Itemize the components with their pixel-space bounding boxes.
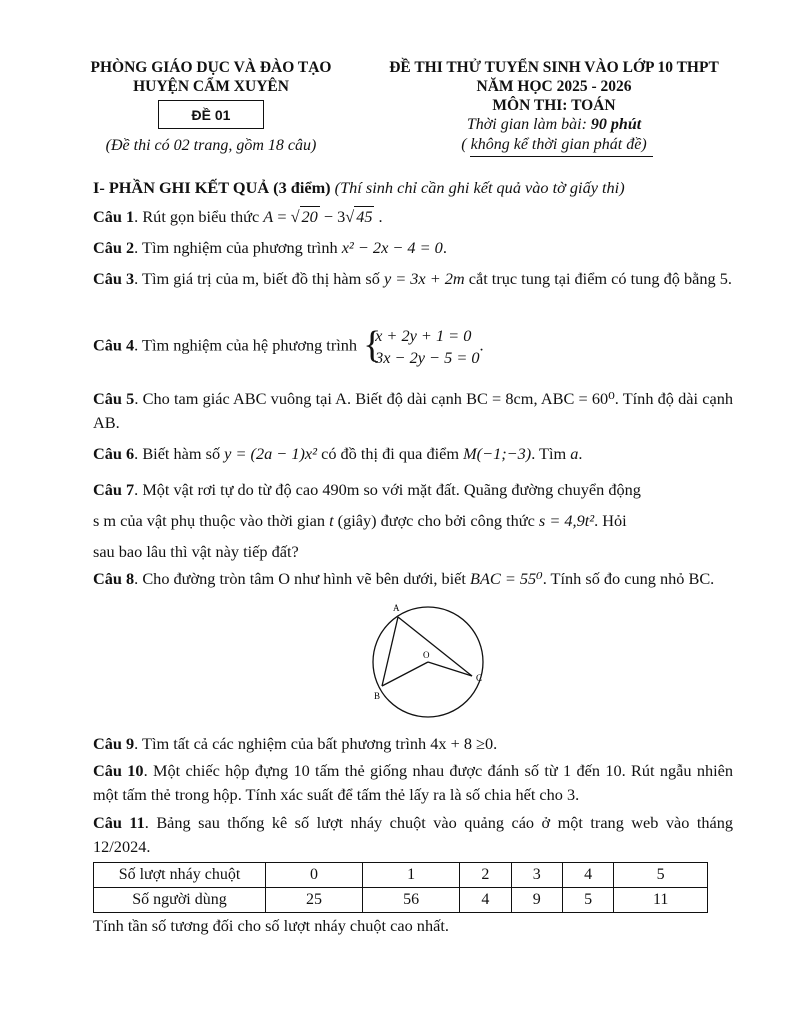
q1-end: . xyxy=(374,207,383,226)
section-heading: I- PHẦN GHI KẾT QUẢ (3 điểm) xyxy=(93,178,331,197)
q11-label: Câu 11 xyxy=(93,813,145,832)
radius-oc xyxy=(428,662,472,676)
q6-end: . xyxy=(578,444,583,463)
q2-end: . xyxy=(442,238,447,257)
q6-point: M(−1;−3) xyxy=(463,444,532,463)
table-cell: 2 xyxy=(460,863,511,888)
table-row xyxy=(94,888,708,913)
q1-eq: = xyxy=(273,207,291,226)
q4-eq1: x + 2y + 1 = 0 xyxy=(375,326,472,345)
q2-expr: x² − 2x − 4 = 0 xyxy=(341,238,443,257)
table-row xyxy=(94,863,708,888)
school-year: NĂM HỌC 2025 - 2026 xyxy=(476,78,632,95)
radius-ob xyxy=(382,662,428,686)
table-cell: 11 xyxy=(614,888,708,913)
subject xyxy=(368,96,740,115)
row-header-clicks: Số lượt nháy chuột xyxy=(94,863,266,888)
table-cell: 5 xyxy=(562,888,613,913)
row-header-users: Số người dùng xyxy=(94,888,266,913)
section-note: (Thí sinh chỉ cần ghi kết quả vào tờ giấy thi) xyxy=(330,178,625,197)
q2-text: . Tìm nghiệm của phương trình xyxy=(134,238,342,257)
q8-expr: BAC = 55⁰ xyxy=(470,569,543,588)
q1-text: . Rút gọn biểu thức xyxy=(134,207,264,226)
table-cell: 1 xyxy=(363,863,460,888)
subject-text: MÔN THI: TOÁN xyxy=(492,97,616,114)
q5-text: . Cho tam giác ABC vuông tại A. Biết độ dài cạnh BC = 8cm, ABC = 60⁰. Tính độ dài cạnh AB. xyxy=(93,389,733,432)
q10-label: Câu 10 xyxy=(93,761,144,780)
question-5 xyxy=(93,387,733,435)
q7-line2b: của vật phụ thuộc vào thời gian xyxy=(116,511,330,530)
q9-text: . Tìm tất cả các nghiệm của bất phương trình 4x + 8 ≥0. xyxy=(134,734,498,753)
q7-t: t xyxy=(329,511,334,530)
q6-text: . Biết hàm số xyxy=(134,444,225,463)
exam-title: ĐỀ THI THỬ TUYỂN SINH VÀO LỚP 10 THPT xyxy=(389,59,719,76)
time-label: Thời gian làm bài: xyxy=(466,116,591,133)
label-a: A xyxy=(393,603,400,613)
table-cell: 9 xyxy=(511,888,562,913)
q7-s-m: s m xyxy=(93,511,117,530)
label-o: O xyxy=(423,650,430,660)
click-frequency-table xyxy=(93,862,708,913)
exam-code-box: ĐỀ 01 xyxy=(158,100,264,129)
question-9 xyxy=(93,732,733,756)
district-name: HUYỆN CẨM XUYÊN xyxy=(133,78,289,95)
q11-after-text: Tính tần số tương đối cho số lượt nháy chuột cao nhất. xyxy=(93,916,449,935)
q1-minus: − 3 xyxy=(319,207,346,226)
q7-line2d: . Hỏi xyxy=(594,511,627,530)
q11-text: . Bảng sau thống kê số lượt nháy chuột vào quảng cáo ở một trang web vào tháng 12/2024. xyxy=(93,813,734,856)
q8-text: . Cho đường tròn tâm O như hình vẽ bên dưới, biết xyxy=(134,569,470,588)
question-1: Câu 1. Rút gọn biểu thức A = √ 20 − 3√ 45 . xyxy=(93,207,383,226)
q8-text2: . Tính số đo cung nhỏ BC. xyxy=(542,569,715,588)
q6-expr: y = (2a − 1)x² xyxy=(224,444,318,463)
q3-label: Câu 3 xyxy=(93,269,135,288)
pages-note: (Đề thi có 02 trang, gồm 18 câu) xyxy=(105,137,317,154)
time-note-underline xyxy=(470,156,653,157)
time-value: 90 phút xyxy=(590,116,642,133)
q7-formula: s = 4,9t² xyxy=(538,511,595,530)
time-allowed xyxy=(368,116,740,134)
q8-label: Câu 8 xyxy=(93,569,135,588)
q3-expr: y = 3x + 2m xyxy=(383,269,465,288)
question-7 xyxy=(93,474,733,567)
q7-line3: sau bao lâu thì vật này tiếp đất? xyxy=(93,542,299,561)
q4-label: Câu 4 xyxy=(93,335,135,355)
q4-brace: { xyxy=(363,324,382,366)
q7-line2c: (giây) được cho bởi công thức xyxy=(333,511,539,530)
q4-system xyxy=(363,324,480,369)
department-name: PHÒNG GIÁO DỤC VÀ ĐÀO TẠO xyxy=(90,59,332,76)
table-cell: 4 xyxy=(460,888,511,913)
q2-label: Câu 2 xyxy=(93,238,135,257)
table-cell: 56 xyxy=(363,888,460,913)
q1-label: Câu 1 xyxy=(93,207,135,226)
question-6 xyxy=(93,442,733,466)
q1-var: A xyxy=(263,207,274,226)
q6-text2: có đồ thị đi qua điểm xyxy=(317,444,464,463)
question-8 xyxy=(93,567,733,591)
question-11 xyxy=(93,811,733,859)
table-cell: 4 xyxy=(562,863,613,888)
q4-end: . xyxy=(479,335,484,355)
q1-radicand-2: 45 xyxy=(356,207,373,226)
q7-label: Câu 7 xyxy=(93,480,135,499)
question-3 xyxy=(93,265,733,293)
q6-label: Câu 6 xyxy=(93,444,135,463)
q4-text: . Tìm nghiệm của hệ phương trình xyxy=(134,335,362,355)
q9-label: Câu 9 xyxy=(93,734,135,753)
q3-text: . Tìm giá trị của m, biết đồ thị hàm số xyxy=(134,269,384,288)
question-10 xyxy=(93,759,733,807)
time-note: ( không kể thời gian phát đề) xyxy=(461,136,647,153)
q4-eq2: 3x − 2y − 5 = 0 xyxy=(375,348,480,367)
label-c: C xyxy=(476,673,483,683)
table-cell: 0 xyxy=(266,863,363,888)
table-cell: 3 xyxy=(511,863,562,888)
question-2 xyxy=(93,236,733,260)
question-4 xyxy=(93,325,733,369)
q3-text2: cắt trục tung tại điểm có tung độ bằng 5. xyxy=(464,269,732,288)
table-cell: 25 xyxy=(266,888,363,913)
q10-text: . Một chiếc hộp đựng 10 tấm thẻ giống nhau được đánh số từ 1 đến 10. Rút ngẫu nhiên một tấm thẻ trong hộp. Tính xác suất để tấm thẻ lấy ra là số chia hết cho 3. xyxy=(93,761,734,804)
chord-ab xyxy=(382,617,398,686)
section-title xyxy=(93,176,733,200)
label-b: B xyxy=(374,691,381,701)
circle-figure xyxy=(360,600,500,720)
q5-label: Câu 5 xyxy=(93,389,135,408)
q6-var: a xyxy=(570,444,579,463)
q7-text: . Một vật rơi tự do từ độ cao 490m so với mặt đất. Quãng đường chuyển động xyxy=(134,480,641,499)
q1-radicand-1: 20 xyxy=(301,207,318,226)
chord-ac xyxy=(398,617,472,676)
q6-text3: . Tìm xyxy=(531,444,571,463)
table-cell: 5 xyxy=(614,863,708,888)
